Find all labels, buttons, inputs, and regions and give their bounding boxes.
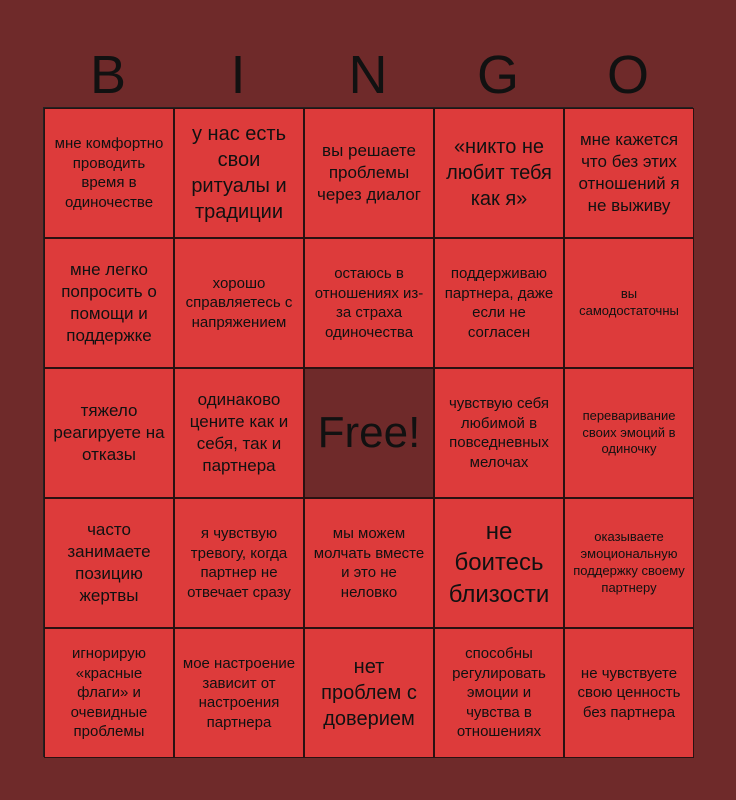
bingo-cell[interactable]: нет проблем с доверием [304, 628, 434, 758]
bingo-cell[interactable]: вы решаете проблемы через диалог [304, 108, 434, 238]
bingo-cell[interactable]: чувствую себя любимой в повседневных мелочах [434, 368, 564, 498]
header-letter-o: O [606, 45, 649, 105]
bingo-cell[interactable]: мне кажется что без этих отношений я не выживу [564, 108, 694, 238]
bingo-cell[interactable]: мое настроение зависит от настроения партнера [174, 628, 304, 758]
bingo-cell[interactable]: остаюсь в отношениях из-за страха одиночества [304, 238, 434, 368]
bingo-cell[interactable]: переваривание своих эмоций в одиночку [564, 368, 694, 498]
bingo-cell[interactable]: оказываете эмоциональную поддержку своему партнеру [564, 498, 694, 628]
header-letter-g: G [476, 45, 519, 105]
bingo-cell[interactable]: тяжело реагируете на отказы [44, 368, 174, 498]
header-letter-i: I [230, 45, 246, 105]
bingo-cell[interactable]: мне комфортно проводить время в одиночестве [44, 108, 174, 238]
bingo-grid [43, 107, 693, 757]
bingo-cell[interactable]: «никто не любит тебя как я» [434, 108, 564, 238]
bingo-cell[interactable]: одинаково цените как и себя, так и партнера [174, 368, 304, 498]
bingo-cell[interactable]: мы можем молчать вместе и это не неловко [304, 498, 434, 628]
header-letter-b: B [89, 45, 127, 105]
bingo-cell[interactable]: часто занимаете позицию жертвы [44, 498, 174, 628]
bingo-cell[interactable]: поддерживаю партнера, даже если не согласен [434, 238, 564, 368]
free-cell[interactable]: Free! [304, 368, 434, 498]
header-letter-n: N [348, 45, 388, 105]
bingo-cell[interactable]: я чувствую тревогу, когда партнер не отвечает сразу [174, 498, 304, 628]
bingo-cell[interactable]: мне легко попросить о помощи и поддержке [44, 238, 174, 368]
bingo-cell[interactable]: вы самодостаточны [564, 238, 694, 368]
bingo-cell[interactable]: способны регулировать эмоции и чувства в отношениях [434, 628, 564, 758]
bingo-cell[interactable]: не боитесь близости [434, 498, 564, 628]
bingo-cell[interactable]: игнорирую «красные флаги» и очевидные проблемы [44, 628, 174, 758]
bingo-cell[interactable]: не чувствуете свою ценность без партнера [564, 628, 694, 758]
bingo-header [43, 40, 693, 110]
bingo-cell[interactable]: хорошо справляетесь с напряжением [174, 238, 304, 368]
bingo-cell[interactable]: у нас есть свои ритуалы и традиции [174, 108, 304, 238]
